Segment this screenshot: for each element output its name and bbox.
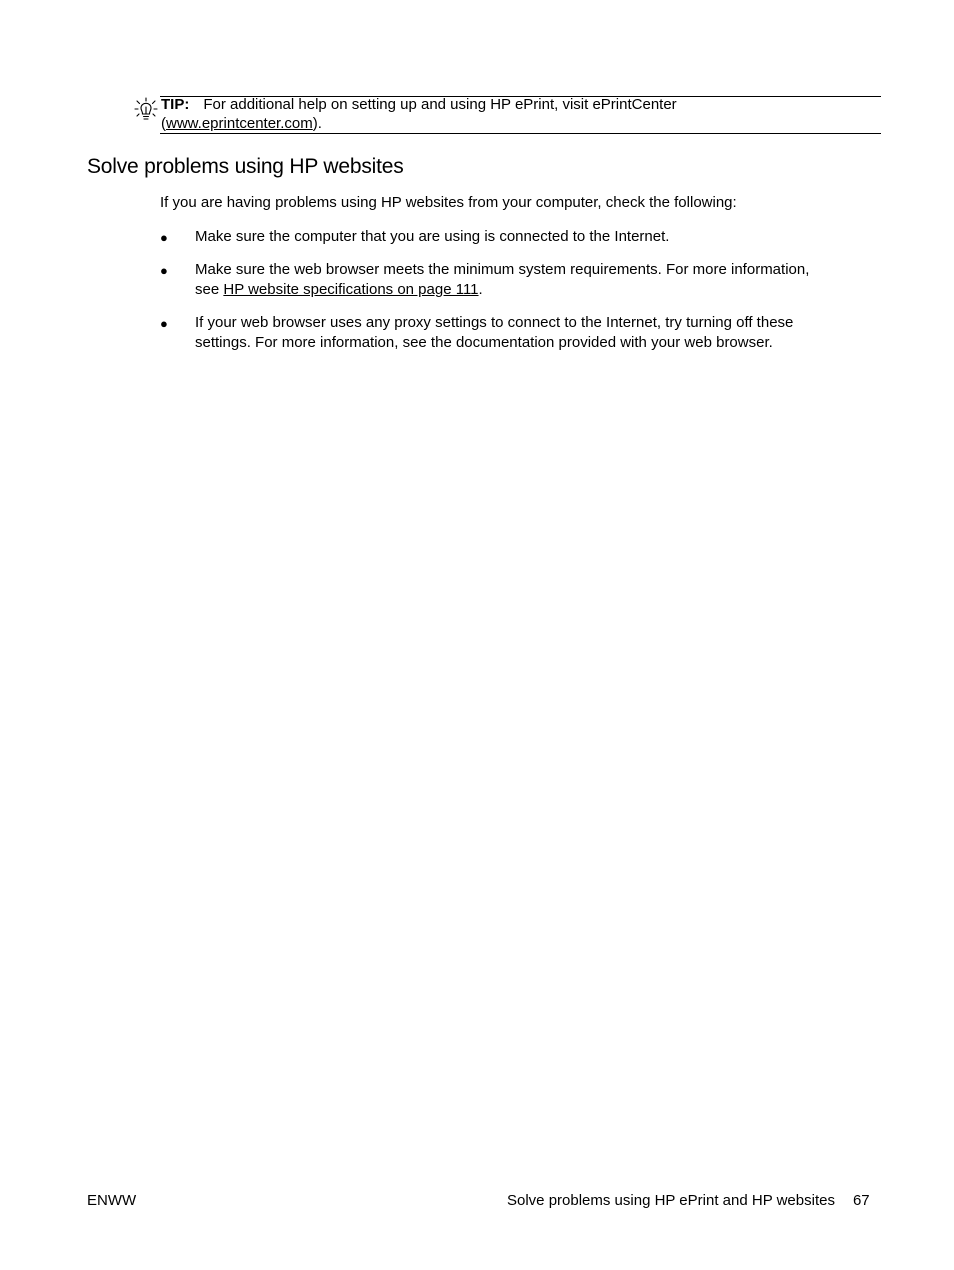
- eprintcenter-link[interactable]: www.eprintcenter.com: [166, 115, 313, 132]
- tip-text-line2: [161, 115, 322, 133]
- tip-close: ).: [312, 115, 322, 132]
- tip-label: TIP:: [161, 96, 190, 113]
- bullet-icon: ●: [160, 263, 168, 278]
- tip-open-paren: (: [161, 115, 166, 132]
- list-item-text: If your web browser uses any proxy settings to connect to the Internet, try turning off these: [195, 314, 794, 331]
- list-item: [195, 313, 793, 353]
- bullet-icon: ●: [160, 230, 168, 245]
- footer-chapter: [507, 1191, 870, 1210]
- list-item-text: Make sure the web browser meets the minimum system requirements. For more information,: [195, 261, 810, 278]
- list-item-see: see: [195, 281, 224, 298]
- list-item-text-line2: [195, 280, 809, 300]
- list-item: [195, 260, 809, 300]
- intro-paragraph: If you are having problems using HP websites from your computer, check the following:: [160, 194, 737, 211]
- footer-locale: ENWW: [87, 1192, 137, 1209]
- footer-chapter-title: Solve problems using HP ePrint and HP websites: [507, 1192, 835, 1209]
- list-item-period: .: [478, 281, 483, 298]
- tip-text: For additional help on setting up and using HP ePrint, visit ePrintCenter: [203, 96, 677, 113]
- lightbulb-icon: [134, 97, 158, 123]
- list-item-text-line2: settings. For more information, see the documentation provided with your web browser.: [195, 334, 773, 351]
- list-item: [195, 227, 669, 247]
- hp-website-specifications-link[interactable]: HP website specifications on page 111: [223, 281, 479, 298]
- tip-text-line1: [161, 96, 677, 114]
- bullet-icon: ●: [160, 316, 168, 331]
- page-number: 67: [852, 1192, 870, 1209]
- list-item-text: Make sure the computer that you are using is connected to the Internet.: [195, 228, 670, 245]
- section-heading: Solve problems using HP websites: [87, 155, 404, 178]
